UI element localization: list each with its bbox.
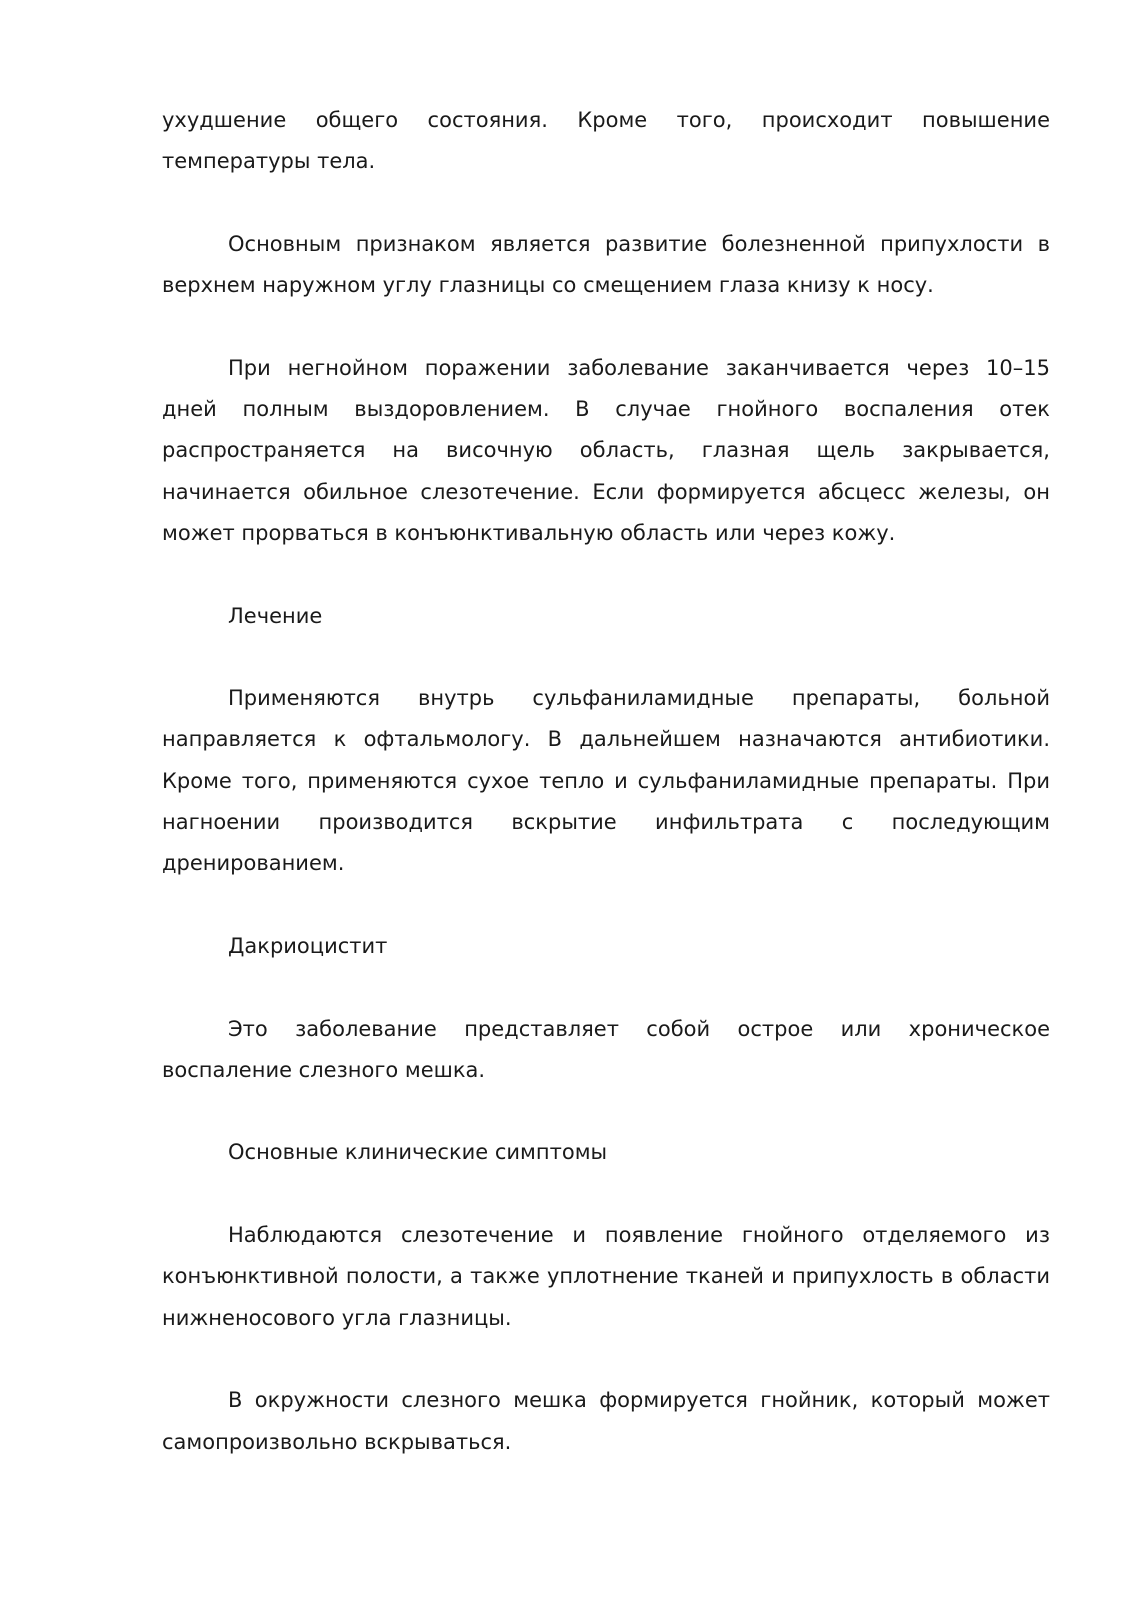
paragraph-general-condition: ухудшение общего состояния. Кроме того, происходит повышение температуры тела.	[162, 108, 1050, 174]
paragraph-course: При негнойном поражении заболевание заканчивается через 10–15 дней полным выздоровлением. В случае гнойного воспаления отек распространяется на височную область, глазная щель закрывается, начинается обильное слезотечение. Если формируется абсцесс железы, он может прорваться в конъюнктивальную область или через кожу.	[162, 355, 1050, 545]
heading-clinical-symptoms: Основные клинические симптомы	[228, 1140, 608, 1165]
paragraph-main-sign: Основным признаком является развитие болезненной припухлости в верхнем наружном углу глазницы со смещением глаза книзу к носу.	[162, 231, 1050, 298]
paragraph-symptoms: Наблюдаются слезотечение и появление гнойного отделяемого из конъюнктивной полости, а также уплотнение тканей и припухлость в области нижненосового угла глазницы.	[162, 1223, 1050, 1330]
heading-treatment: Лечение	[228, 603, 323, 628]
paragraph-dacryocystitis-definition: Это заболевание представляет собой острое или хроническое воспаление слезного мешка.	[162, 1016, 1050, 1082]
heading-dacryocystitis: Дакриоцистит	[228, 933, 388, 958]
paragraph-treatment: Применяются внутрь сульфаниламидные препараты, больной направляется к офтальмологу. В дальнейшем назначаются антибиотики. Кроме того, применяются сухое тепло и сульфаниламидные препараты. При нагноении производится вскрытие инфильтрата с последующим дренированием.	[162, 686, 1050, 876]
document-page	[162, 100, 1050, 1504]
paragraph-abscess: В окружности слезного мешка формируется гнойник, который может самопроизвольно вскрываться.	[162, 1388, 1050, 1454]
